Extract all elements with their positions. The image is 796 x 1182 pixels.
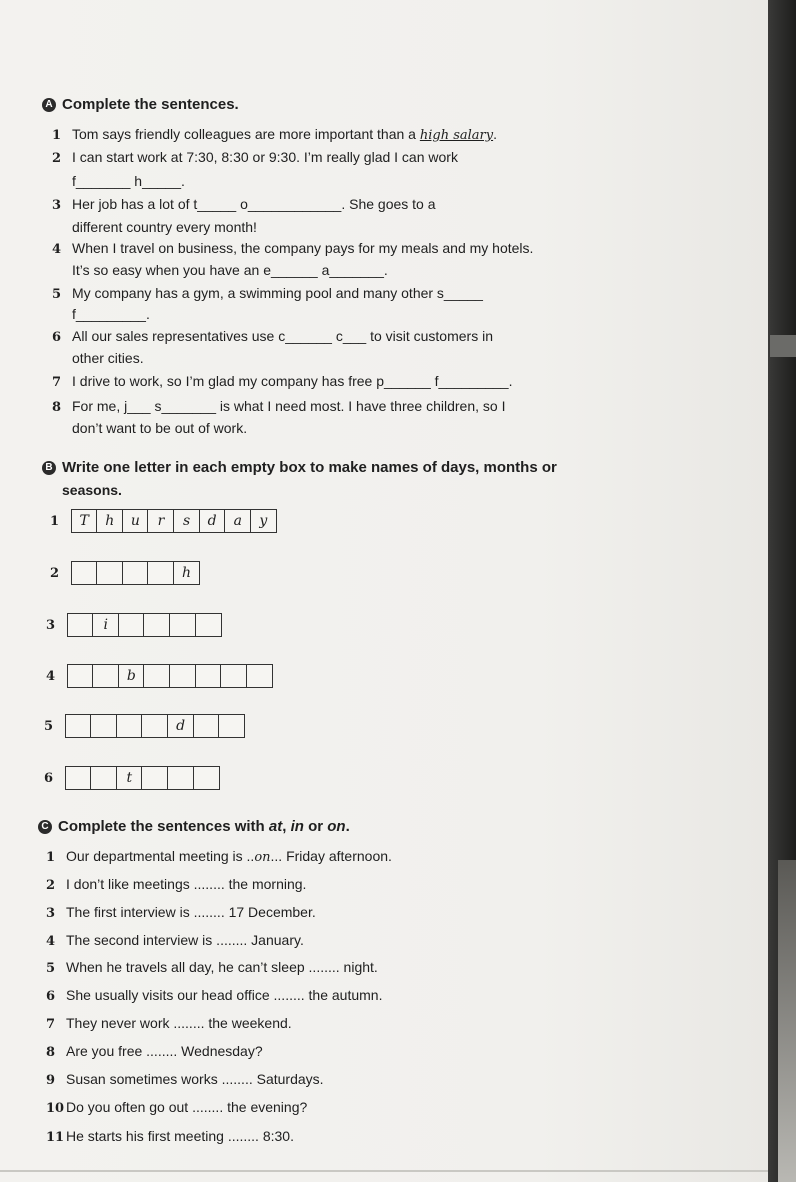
letter-row-number: 5 <box>44 718 54 734</box>
letter-row-4 <box>46 664 273 688</box>
letter-box-char: i <box>103 617 108 633</box>
letter-box-char: y <box>259 513 268 529</box>
letter-box[interactable] <box>118 613 145 637</box>
c-item-6: 6 She usually visits our head office ........ the autumn. <box>46 987 383 1004</box>
letter-box[interactable] <box>169 613 196 637</box>
letter-row-number: 3 <box>46 617 56 633</box>
section-b-header <box>42 459 557 476</box>
c-item-1: 1 Our departmental meeting is ..on... Friday afternoon. <box>46 848 392 865</box>
letter-box[interactable] <box>71 509 98 533</box>
letter-row-number: 1 <box>50 513 60 529</box>
letter-row-2 <box>50 561 200 585</box>
letter-box[interactable] <box>220 664 247 688</box>
a-item-3: 3 Her job has a lot of t_____ o____________. She goes to a <box>52 196 436 213</box>
letter-box[interactable] <box>122 509 149 533</box>
a-item-4-cont: It’s so easy when you have an e______ a_______. <box>72 262 388 278</box>
a-item-3-cont: different country every month! <box>72 219 257 235</box>
section-a-title: Complete the sentences. <box>62 96 239 113</box>
letter-box[interactable] <box>116 766 143 790</box>
section-b-badge: B <box>42 461 56 475</box>
a-item-1: 1 Tom says friendly colleagues are more important than a high salary. <box>52 126 497 143</box>
letter-row-number: 4 <box>46 668 56 684</box>
letter-box[interactable] <box>90 766 117 790</box>
c-item-7: 7 They never work ........ the weekend. <box>46 1015 292 1032</box>
a-item-5-cont: f_________. <box>72 306 150 322</box>
letter-box[interactable] <box>195 613 222 637</box>
letter-box-char: T <box>79 513 89 529</box>
a-item-2-cont: f_______ h_____. <box>72 173 185 189</box>
a-item-2: 2 I can start work at 7:30, 8:30 or 9:30. I’m really glad I can work <box>52 149 458 166</box>
letter-box[interactable] <box>169 664 196 688</box>
section-a-header <box>42 96 239 113</box>
letter-box[interactable] <box>218 714 245 738</box>
letter-box[interactable] <box>67 613 94 637</box>
a-item-1-answer[interactable]: high salary <box>419 128 494 143</box>
letter-box-char: h <box>105 513 115 529</box>
letter-box[interactable] <box>116 714 143 738</box>
letter-box-char: r <box>157 513 165 529</box>
letter-box[interactable] <box>92 613 119 637</box>
a-item-5: 5 My company has a gym, a swimming pool and many other s_____ <box>52 285 483 302</box>
letter-row-number: 2 <box>50 565 60 581</box>
letter-row-3 <box>46 613 222 637</box>
letter-box[interactable] <box>250 509 277 533</box>
letter-box-char: h <box>182 565 192 581</box>
c-item-11: 11 He starts his first meeting ........ 8:30. <box>46 1128 294 1145</box>
letter-box[interactable] <box>147 509 174 533</box>
page-edge-shadow <box>778 860 796 1182</box>
letter-box[interactable] <box>147 561 174 585</box>
letter-row-1 <box>50 509 277 533</box>
letter-box[interactable] <box>173 561 200 585</box>
c-item-9: 9 Susan sometimes works ........ Saturdays. <box>46 1071 324 1088</box>
a-item-8-cont: don’t want to be out of work. <box>72 420 248 436</box>
letter-box[interactable] <box>143 664 170 688</box>
section-c-header <box>38 818 350 835</box>
letter-box[interactable] <box>71 561 98 585</box>
letter-box[interactable] <box>96 509 123 533</box>
letter-box[interactable] <box>67 664 94 688</box>
letter-box[interactable] <box>92 664 119 688</box>
letter-box-char: s <box>182 513 191 529</box>
c-item-5: 5 When he travels all day, he can’t sleep ........ night. <box>46 959 378 976</box>
letter-box[interactable] <box>118 664 145 688</box>
letter-box[interactable] <box>224 509 251 533</box>
letter-box-char: t <box>126 770 133 786</box>
letter-row-5 <box>44 714 245 738</box>
letter-row-6 <box>44 766 220 790</box>
section-b-title-cont: seasons. <box>62 482 122 498</box>
c-item-4: 4 The second interview is ........ January. <box>46 932 304 949</box>
page-edge-tab <box>770 335 796 357</box>
c-item-10: 10 Do you often go out ........ the evening? <box>46 1099 308 1116</box>
letter-box[interactable] <box>141 766 168 790</box>
letter-box[interactable] <box>193 714 220 738</box>
page-bottom-line <box>0 1170 768 1172</box>
a-item-8: 8 For me, j___ s_______ is what I need most. I have three children, so I <box>52 398 506 415</box>
a-item-6-cont: other cities. <box>72 350 144 366</box>
letter-box[interactable] <box>173 509 200 533</box>
c-item-1-answer[interactable]: on <box>254 850 271 865</box>
a-item-6: 6 All our sales representatives use c______ c___ to visit customers in <box>52 328 493 345</box>
letter-box-char: d <box>176 718 186 734</box>
letter-box-char: d <box>207 513 217 529</box>
section-c-title: Complete the sentences with at, in or on. <box>58 818 350 835</box>
a-item-4: 4 When I travel on business, the company pays for my meals and my hotels. <box>52 240 534 257</box>
letter-box[interactable] <box>246 664 273 688</box>
letter-box[interactable] <box>143 613 170 637</box>
c-item-2: 2 I don’t like meetings ........ the morning. <box>46 876 307 893</box>
letter-row-number: 6 <box>44 770 54 786</box>
letter-box[interactable] <box>167 714 194 738</box>
letter-box[interactable] <box>122 561 149 585</box>
c-item-3: 3 The first interview is ........ 17 December. <box>46 904 316 921</box>
letter-box[interactable] <box>167 766 194 790</box>
letter-box[interactable] <box>96 561 123 585</box>
letter-box-char: a <box>233 513 242 529</box>
c-item-8: 8 Are you free ........ Wednesday? <box>46 1043 263 1060</box>
letter-box[interactable] <box>199 509 226 533</box>
letter-box-char: b <box>126 668 136 684</box>
letter-box[interactable] <box>193 766 220 790</box>
section-b-title: Write one letter in each empty box to make names of days, months or <box>62 459 557 476</box>
letter-box[interactable] <box>141 714 168 738</box>
letter-box[interactable] <box>90 714 117 738</box>
letter-box[interactable] <box>195 664 222 688</box>
letter-box-char: u <box>130 513 140 529</box>
a-item-7: 7 I drive to work, so I’m glad my company has free p______ f_________. <box>52 373 513 390</box>
letter-box[interactable] <box>65 714 92 738</box>
section-c-badge: C <box>38 820 52 834</box>
letter-box[interactable] <box>65 766 92 790</box>
section-a-badge: A <box>42 98 56 112</box>
